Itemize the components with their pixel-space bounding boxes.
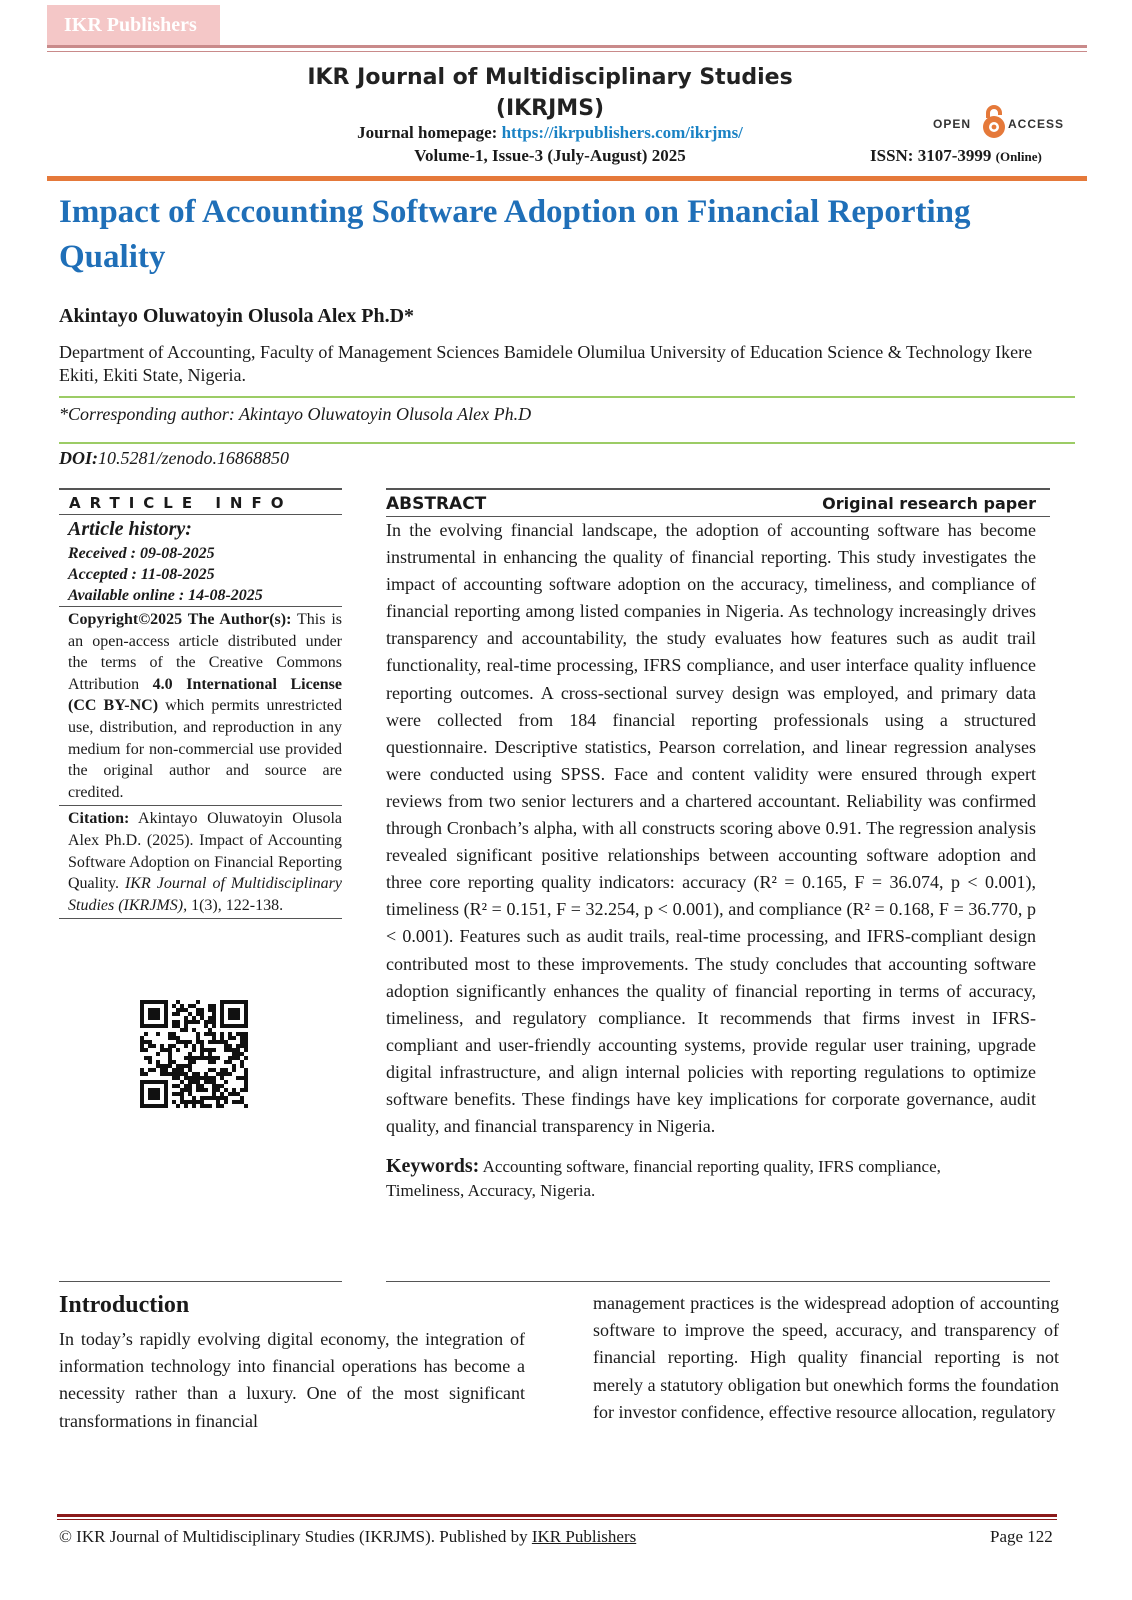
journal-homepage	[250, 123, 850, 143]
keywords	[386, 1154, 1006, 1203]
copyright-text: This is an open-access article distributed under the terms of the Creative Commons Attribution	[68, 611, 342, 693]
publisher-tab: IKR Publishers	[47, 5, 220, 45]
abstract-section	[386, 488, 1050, 1203]
introduction-text-right: management practices is the widespread adoption of accounting software to improve the speed, accuracy, and transparency of financial reporting. High quality financial reporting is not merely a statutory obligation but onewhich forms the foundation for investor confidence, effective resource allocation, regulatory	[593, 1293, 1059, 1422]
qr-code-icon[interactable]	[140, 1000, 248, 1108]
top-rule-thin	[47, 51, 1087, 52]
copyright-notice	[59, 607, 342, 805]
open-access-left-text: OPEN	[933, 117, 972, 131]
article-info	[59, 488, 342, 919]
issn-number: ISSN: 3107-3999	[870, 146, 996, 165]
divider	[59, 1281, 342, 1282]
article-dates	[59, 543, 342, 606]
introduction-text-left: In today’s rapidly evolving digital economy, the integration of information technology into financial operations has become a necessity rather than a luxury. One of the most significant transformations in financial	[59, 1329, 525, 1431]
footer-publisher-link[interactable]: IKR Publishers	[531, 1527, 637, 1546]
footer-rule-thin	[57, 1519, 1057, 1520]
citation	[59, 806, 342, 918]
journal-title-line1: IKR Journal of Multidisciplinary Studies	[307, 65, 793, 90]
top-rule	[47, 45, 1087, 48]
doi	[59, 448, 289, 469]
article-info-heading: ARTICLE INFO	[69, 494, 293, 512]
footer-copyright	[59, 1527, 636, 1547]
article-history-heading: Article history:	[68, 518, 192, 540]
paper-title: Impact of Accounting Software Adoption on Financial Reporting Quality	[59, 194, 971, 275]
available-date: Available online : 14-08-2025	[68, 587, 263, 604]
license-name[interactable]: 4.0 International License (CC BY-NC)	[68, 675, 343, 715]
journal-title	[250, 62, 850, 124]
citation-journal: IKR Journal of Multidisciplinary Studies (IKRJMS),	[68, 875, 343, 914]
doi-link[interactable]: 10.5281/zenodo.16868850	[98, 448, 289, 468]
corresponding-author: *Corresponding author: Akintayo Oluwatoyin Olusola Alex Ph.D	[59, 404, 532, 424]
abstract-header	[386, 490, 1050, 516]
citation-label: Citation:	[68, 810, 130, 828]
header-rule	[47, 176, 1087, 181]
homepage-link[interactable]: https://ikrpublishers.com/ikrjms/	[501, 123, 743, 142]
issn	[870, 146, 1042, 166]
footer-rule	[57, 1514, 1057, 1517]
received-date: Received : 09-08-2025	[68, 545, 215, 562]
paper-type: Original research paper	[822, 494, 1036, 513]
footer-text: © IKR Journal of Multidisciplinary Studies (IKRJMS). Published by	[59, 1527, 532, 1546]
open-access-right-text: ACCESS	[1008, 117, 1065, 131]
divider	[59, 918, 342, 919]
volume-issue: Volume-1, Issue-3 (July-August) 2025	[414, 146, 686, 165]
journal-title-line2: (IKRJMS)	[495, 96, 605, 121]
copyright-text-cont: which permits unrestricted use, distribution, and reproduction in any medium for non-commercial use provided the original author and source are credited.	[68, 697, 342, 801]
abstract-heading: ABSTRACT	[386, 494, 487, 514]
affiliation: Department of Accounting, Faculty of Management Sciences Bamidele Olumilua University of Education Science & Technology Ikere Ekiti, Ekiti State, Nigeria.	[59, 342, 1033, 385]
keywords-label: Keywords:	[386, 1155, 480, 1178]
citation-text: Akintayo Oluwatoyin Olusola Alex Ph.D. (2025). Impact of Accounting Software Adoption on Financial Reporting Quality.	[68, 810, 342, 893]
divider	[386, 1281, 1050, 1282]
divider	[59, 442, 1075, 444]
author: Akintayo Oluwatoyin Olusola Alex Ph.D*	[59, 305, 415, 327]
citation-pages: 1(3), 122-138.	[187, 896, 284, 914]
page-number: Page 122	[990, 1527, 1053, 1546]
keywords-list: Accounting software, financial reporting quality, IFRS compliance, Timeliness, Accuracy, Nigeria.	[386, 1157, 941, 1201]
copyright-label: Copyright©2025 The Author(s):	[68, 611, 292, 628]
issn-note: (Online)	[995, 149, 1042, 164]
open-access-lock-icon	[979, 104, 1009, 140]
homepage-label: Journal homepage:	[357, 123, 502, 142]
abstract-text: In the evolving financial landscape, the adoption of accounting software has become instrumental in enhancing the quality of financial reporting. This study investigates the impact of accounting software adoption on the accuracy, timeliness, and compliance of financial reporting among listed companies in Nigeria. As technology increasingly drives transparency and accountability, the study evaluates how features such as audit trail functionality, real-time processing, IFRS compliance, and user interface quality influence reporting outcomes. A cross-sectional survey design was employed, and primary data were collected from 184 financial reporting professionals using a structured questionnaire. Descriptive statistics, Pearson correlation, and linear regression analyses were conducted using SPSS. Face and content validity were ensured through expert reviews from two senior lecturers and a chartered accountant. Reliability was confirmed through Cronbach’s alpha, with all constructs scoring above 0.91. The regression analysis revealed significant positive relationships between accounting software adoption and three core reporting quality indicators: accuracy (R² = 0.165, F = 36.074, p < 0.001), timeliness (R² = 0.151, F = 32.254, p < 0.001), and compliance (R² = 0.168, F = 36.770, p < 0.001). Features such as audit trails, real-time processing, and IFRS-compliant design contributed most to these improvements. The study concludes that accounting software adoption significantly enhances the quality of financial reporting in terms of accuracy, timeliness, and regulatory compliance. It recommends that firms invest in IFRS-compliant and user-friendly accounting systems, provide regular user training, upgrade digital infrastructure, and align internal policies with reporting regulations to optimize software benefits. These findings have key implications for corporate governance, audit quality, and financial transparency in Nigeria.	[386, 520, 1036, 1137]
accepted-date: Accepted : 11-08-2025	[68, 566, 215, 583]
doi-label: DOI:	[59, 448, 98, 468]
introduction-heading: Introduction	[59, 1292, 190, 1318]
divider	[59, 396, 1075, 398]
